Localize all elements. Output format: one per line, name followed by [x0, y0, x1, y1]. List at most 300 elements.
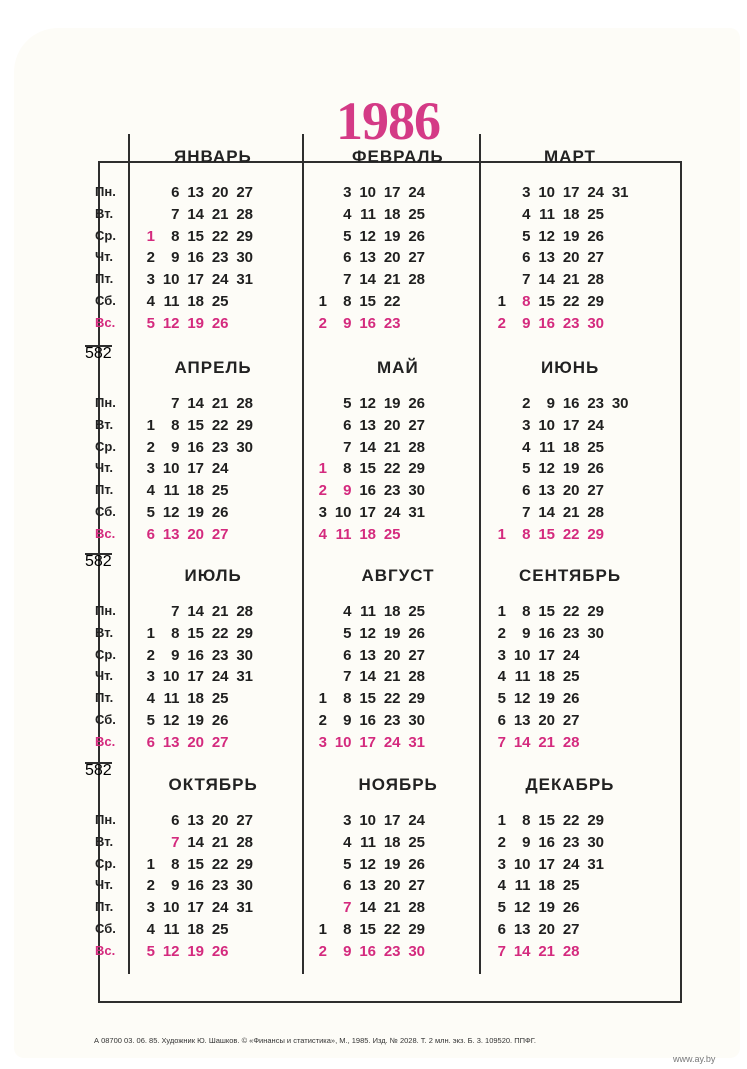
- day-number: 1: [497, 812, 506, 829]
- day-number: 20: [187, 733, 204, 751]
- day-number: 14: [359, 438, 376, 456]
- month-name: МАЙ: [377, 358, 419, 377]
- weekday-column-divider: [128, 134, 130, 974]
- day-number: 8: [343, 690, 352, 708]
- day-number: 4: [497, 668, 506, 686]
- day-number: 3: [146, 668, 155, 686]
- day-number: 8: [343, 293, 352, 310]
- day-number: 3: [497, 855, 506, 873]
- day-number: 12: [538, 227, 555, 245]
- day-number: 9: [171, 249, 180, 267]
- day-number: 24: [408, 812, 425, 829]
- day-number: 11: [514, 877, 531, 895]
- day-number: 3: [497, 646, 506, 664]
- day-number: 26: [562, 690, 580, 708]
- day-number: 4: [146, 482, 155, 500]
- day-number: 1: [497, 525, 506, 543]
- day-number: 19: [383, 395, 401, 412]
- day-number: 14: [187, 205, 204, 223]
- day-number: 23: [562, 833, 580, 851]
- day-number: 24: [562, 855, 580, 873]
- day-number: 27: [562, 921, 580, 938]
- day-number: 8: [171, 855, 180, 873]
- day-number: 26: [587, 460, 604, 478]
- imprint-text: А 08700 03. 06. 85. Художник Ю. Шашков. © «Финансы и статистика», М., 1985. Изд. № 2028. Т. 2 млн. экз. Б. 3. 109520. ППФГ.: [94, 1036, 536, 1045]
- day-number: 26: [211, 712, 229, 729]
- day-number: 22: [211, 227, 229, 245]
- day-number: 21: [538, 733, 555, 751]
- day-number: 9: [171, 646, 180, 664]
- day-number: 18: [562, 205, 580, 223]
- day-number: 7: [497, 942, 506, 960]
- day-number: 1: [146, 416, 155, 434]
- day-number: 21: [211, 603, 229, 620]
- day-number: 12: [162, 942, 180, 960]
- day-number: 27: [408, 646, 425, 664]
- day-number: 14: [513, 942, 531, 960]
- day-number: 22: [562, 812, 580, 829]
- day-number: 20: [383, 646, 401, 664]
- weekday-label: Пн.: [95, 184, 116, 199]
- day-number: 22: [383, 460, 401, 478]
- day-number: 27: [587, 249, 604, 267]
- day-number: 27: [408, 416, 425, 434]
- day-number: 14: [187, 833, 204, 851]
- day-number: 19: [383, 624, 401, 642]
- day-number: 21: [383, 668, 401, 686]
- day-number: 16: [538, 624, 555, 642]
- day-number: 29: [587, 525, 604, 543]
- day-number: 27: [236, 184, 253, 201]
- day-number: 2: [318, 482, 327, 500]
- day-number: 17: [187, 668, 204, 686]
- day-number: 23: [383, 712, 401, 729]
- day-number: 20: [538, 921, 555, 938]
- watermark: www.ay.by: [673, 1054, 716, 1064]
- day-number: 24: [383, 504, 401, 521]
- day-number: 26: [408, 227, 425, 245]
- day-number: 9: [522, 833, 531, 851]
- day-number: 26: [587, 227, 604, 245]
- day-number: 7: [343, 668, 352, 686]
- day-number: 19: [383, 855, 401, 873]
- weekday-label: Чт.: [95, 877, 113, 893]
- day-number: 9: [343, 314, 352, 332]
- day-number: 18: [383, 205, 401, 223]
- day-number: 21: [538, 942, 555, 960]
- day-number: 4: [343, 205, 352, 223]
- day-number: 24: [211, 899, 229, 917]
- day-number: 2: [318, 314, 327, 332]
- day-number: 10: [359, 184, 376, 201]
- day-number: 29: [408, 690, 425, 708]
- day-number: 12: [538, 460, 555, 478]
- day-number: 16: [187, 877, 204, 895]
- weekday-label: Вт.: [95, 833, 114, 849]
- day-number: 13: [359, 249, 376, 267]
- day-number: 26: [211, 504, 229, 521]
- day-number: 12: [359, 227, 376, 245]
- day-number: 18: [187, 690, 204, 708]
- day-number: 11: [539, 438, 555, 456]
- day-number: 17: [187, 460, 204, 478]
- day-number: 8: [522, 603, 531, 620]
- weekday-label: Вт.: [95, 416, 114, 432]
- day-number: 5: [146, 504, 155, 521]
- day-number: 15: [359, 460, 376, 478]
- day-number: 3: [146, 899, 155, 917]
- day-number: 11: [360, 833, 376, 851]
- day-number: 3: [343, 812, 352, 829]
- day-number: 19: [562, 227, 580, 245]
- day-number: 23: [562, 624, 580, 642]
- day-number: 21: [211, 833, 229, 851]
- day-number: 21: [383, 438, 401, 456]
- day-number: 6: [522, 482, 531, 500]
- day-number: 4: [343, 603, 352, 620]
- day-number: 3: [318, 504, 327, 521]
- day-number: 18: [383, 603, 401, 620]
- day-number: 10: [359, 812, 376, 829]
- day-number: 6: [343, 646, 352, 664]
- weekday-label: Чт.: [95, 460, 113, 476]
- day-number: 8: [171, 624, 180, 642]
- day-number: 8: [171, 227, 180, 245]
- day-number: 25: [587, 205, 604, 223]
- day-number: 6: [146, 733, 155, 751]
- day-number: 2: [497, 624, 506, 642]
- day-number: 30: [236, 646, 253, 664]
- day-number: 12: [513, 690, 531, 708]
- day-number: 18: [187, 482, 204, 500]
- day-number: 26: [408, 395, 425, 412]
- weekday-label: Чт.: [95, 668, 113, 684]
- month-name: ИЮЛЬ: [184, 566, 242, 585]
- day-number: 27: [408, 249, 425, 267]
- day-number: 30: [611, 395, 629, 412]
- day-number: 29: [587, 293, 604, 310]
- day-number: 20: [187, 525, 204, 543]
- day-number: 6: [343, 877, 352, 895]
- day-number: 20: [562, 482, 580, 500]
- day-number: 29: [408, 460, 425, 478]
- day-number: 25: [408, 205, 425, 223]
- day-number: 22: [383, 921, 401, 938]
- day-number: 21: [562, 504, 580, 521]
- day-number: 30: [236, 249, 253, 267]
- day-number: 26: [408, 624, 425, 642]
- day-number: 6: [146, 525, 155, 543]
- day-number: 9: [522, 314, 531, 332]
- day-number: 27: [211, 733, 229, 751]
- day-number: 12: [359, 855, 376, 873]
- weekday-label: Вт.: [95, 624, 114, 640]
- day-number: 2: [497, 833, 506, 851]
- day-number: 14: [187, 603, 204, 620]
- day-number: 30: [236, 438, 253, 456]
- weekday-label: Сб.: [95, 921, 116, 936]
- day-number: 9: [343, 482, 352, 500]
- weekday-label: Ср.: [95, 855, 116, 871]
- day-number: 22: [383, 293, 401, 310]
- weekday-label: Пт.: [95, 482, 114, 498]
- day-number: 4: [146, 690, 155, 708]
- day-number: 28: [562, 942, 580, 960]
- day-number: 5: [146, 942, 155, 960]
- day-number: 2: [497, 314, 506, 332]
- day-number: 18: [187, 921, 204, 938]
- day-number: 15: [359, 293, 376, 310]
- day-number: 3: [146, 460, 155, 478]
- day-number: 27: [236, 812, 253, 829]
- weekday-label: Вс.: [95, 942, 116, 958]
- day-number: 17: [187, 271, 204, 289]
- day-number: 19: [187, 504, 204, 521]
- day-number: 31: [408, 733, 425, 751]
- day-number: 13: [187, 184, 204, 201]
- day-number: 12: [162, 504, 180, 521]
- day-number: 31: [236, 668, 253, 686]
- day-number: 23: [562, 314, 580, 332]
- day-number: 30: [587, 624, 604, 642]
- weekday-label: Сб.: [95, 712, 116, 727]
- day-number: 15: [538, 525, 555, 543]
- day-number: 23: [383, 482, 401, 500]
- day-number: 13: [538, 249, 555, 267]
- day-number: 9: [522, 624, 531, 642]
- weekday-label: Вс.: [95, 525, 116, 541]
- day-number: 10: [334, 504, 352, 521]
- day-number: 22: [211, 624, 229, 642]
- day-number: 10: [538, 416, 555, 434]
- day-number: 17: [383, 812, 401, 829]
- day-number: 15: [538, 812, 555, 829]
- day-number: 27: [211, 525, 229, 543]
- day-number: 20: [562, 249, 580, 267]
- day-number: 4: [497, 877, 506, 895]
- day-number: 7: [171, 395, 180, 412]
- day-number: 21: [562, 271, 580, 289]
- day-number: 20: [211, 812, 229, 829]
- day-number: 19: [538, 690, 555, 708]
- day-number: 2: [146, 646, 155, 664]
- day-number: 31: [611, 184, 629, 201]
- day-number: 3: [522, 416, 531, 434]
- day-number: 3: [318, 733, 327, 751]
- weekday-label: Ср.: [95, 646, 116, 662]
- month-name: АПРЕЛЬ: [174, 358, 252, 377]
- day-number: 6: [171, 812, 180, 829]
- day-number: 2: [318, 712, 327, 729]
- day-number: 6: [522, 249, 531, 267]
- day-number: 23: [211, 646, 229, 664]
- day-number: 15: [359, 921, 376, 938]
- day-number: 6: [343, 416, 352, 434]
- day-number: 7: [497, 733, 506, 751]
- row-divider: [85, 553, 112, 555]
- day-number: 16: [187, 249, 204, 267]
- day-number: 20: [383, 416, 401, 434]
- day-number: 23: [587, 395, 604, 412]
- day-number: 29: [236, 416, 253, 434]
- day-number: 1: [497, 293, 506, 310]
- day-number: 17: [538, 646, 555, 664]
- day-number: 13: [359, 646, 376, 664]
- day-number: 16: [538, 314, 555, 332]
- day-number: 16: [359, 482, 376, 500]
- day-number: 24: [408, 184, 425, 201]
- day-number: 22: [562, 293, 580, 310]
- day-number: 23: [383, 314, 401, 332]
- day-number: 23: [211, 438, 229, 456]
- day-number: 17: [359, 504, 376, 521]
- day-number: 24: [587, 184, 604, 201]
- calendar-card: [14, 28, 740, 1058]
- day-number: 4: [522, 438, 531, 456]
- day-number: 5: [146, 314, 155, 332]
- day-number: 28: [587, 271, 604, 289]
- day-number: 24: [562, 646, 580, 664]
- day-number: 16: [187, 438, 204, 456]
- day-number: 6: [497, 921, 506, 938]
- day-number: 29: [236, 855, 253, 873]
- day-number: 13: [513, 712, 531, 729]
- day-number: 16: [359, 942, 376, 960]
- day-number: 17: [383, 184, 401, 201]
- day-number: 10: [162, 271, 180, 289]
- weekday-label: Пн.: [95, 603, 116, 618]
- day-number: 3: [343, 184, 352, 201]
- day-number: 6: [171, 184, 180, 201]
- day-number: 10: [334, 733, 352, 751]
- day-number: 28: [587, 504, 604, 521]
- month-name: АВГУСТ: [361, 566, 435, 585]
- day-number: 20: [538, 712, 555, 729]
- day-number: 4: [146, 921, 155, 938]
- day-number: 9: [171, 877, 180, 895]
- weekday-label: Пт.: [95, 899, 114, 915]
- day-number: 20: [383, 249, 401, 267]
- day-number: 9: [171, 438, 180, 456]
- day-number: 1: [318, 921, 327, 938]
- day-number: 26: [408, 855, 425, 873]
- day-number: 2: [318, 942, 327, 960]
- day-number: 10: [162, 460, 180, 478]
- day-number: 5: [343, 855, 352, 873]
- day-number: 21: [211, 395, 229, 412]
- day-number: 27: [408, 877, 425, 895]
- day-number: 16: [562, 395, 580, 412]
- day-number: 24: [211, 668, 229, 686]
- day-number: 7: [522, 271, 531, 289]
- day-number: 25: [587, 438, 604, 456]
- day-number: 16: [359, 712, 376, 729]
- day-number: 28: [408, 438, 425, 456]
- day-number: 24: [211, 271, 229, 289]
- day-number: 30: [587, 833, 604, 851]
- day-number: 8: [343, 921, 352, 938]
- day-number: 4: [522, 205, 531, 223]
- day-number: 6: [497, 712, 506, 729]
- day-number: 8: [522, 525, 531, 543]
- day-number: 29: [236, 227, 253, 245]
- day-number: 13: [359, 416, 376, 434]
- column-divider: [479, 134, 481, 974]
- day-number: 22: [562, 525, 580, 543]
- day-number: 7: [522, 504, 531, 521]
- day-number: 2: [146, 877, 155, 895]
- day-number: 11: [163, 690, 180, 708]
- day-number: 9: [546, 395, 555, 412]
- day-number: 30: [408, 482, 425, 500]
- day-number: 5: [497, 899, 506, 917]
- day-number: 12: [162, 314, 180, 332]
- day-number: 22: [211, 416, 229, 434]
- day-number: 14: [359, 668, 376, 686]
- day-number: 18: [383, 833, 401, 851]
- day-number: 10: [162, 668, 180, 686]
- month-name: ДЕКАБРЬ: [525, 775, 615, 794]
- day-number: 25: [211, 293, 229, 310]
- row-divider: [85, 762, 112, 764]
- day-number: 7: [171, 205, 180, 223]
- weekday-label: Чт.: [95, 249, 113, 265]
- day-number: 5: [343, 624, 352, 642]
- day-number: 17: [562, 184, 580, 201]
- day-number: 15: [187, 227, 204, 245]
- day-number: 24: [211, 460, 229, 478]
- day-number: 19: [187, 314, 204, 332]
- day-number: 12: [162, 712, 180, 729]
- day-number: 19: [562, 460, 580, 478]
- day-number: 5: [343, 395, 352, 412]
- month-name: ИЮНЬ: [541, 358, 600, 377]
- day-number: 15: [187, 624, 204, 642]
- month-name: НОЯБРЬ: [358, 775, 438, 794]
- day-number: 7: [343, 899, 352, 917]
- day-number: 23: [211, 249, 229, 267]
- day-number: 26: [211, 314, 229, 332]
- day-number: 11: [163, 293, 180, 310]
- weekday-label: Сб.: [95, 293, 116, 308]
- day-number: 15: [359, 690, 376, 708]
- day-number: 11: [360, 603, 376, 620]
- day-number: 31: [408, 504, 425, 521]
- day-number: 31: [236, 899, 253, 917]
- day-number: 2: [522, 395, 531, 412]
- day-number: 7: [343, 438, 352, 456]
- day-number: 22: [211, 855, 229, 873]
- day-number: 12: [359, 395, 376, 412]
- day-number: 19: [538, 899, 555, 917]
- weekday-label: Ср.: [95, 438, 116, 454]
- month-name: МАРТ: [544, 147, 596, 166]
- day-number: 8: [522, 293, 531, 310]
- day-number: 14: [538, 271, 555, 289]
- day-number: 23: [211, 877, 229, 895]
- day-number: 14: [359, 271, 376, 289]
- day-number: 13: [513, 921, 531, 938]
- month-name: ЯНВАРЬ: [174, 147, 252, 166]
- day-number: 5: [343, 227, 352, 245]
- day-number: 11: [539, 205, 555, 223]
- day-number: 28: [408, 899, 425, 917]
- day-number: 11: [163, 482, 180, 500]
- day-number: 28: [236, 603, 253, 620]
- day-number: 18: [187, 293, 204, 310]
- day-number: 8: [522, 812, 531, 829]
- day-number: 10: [513, 855, 531, 873]
